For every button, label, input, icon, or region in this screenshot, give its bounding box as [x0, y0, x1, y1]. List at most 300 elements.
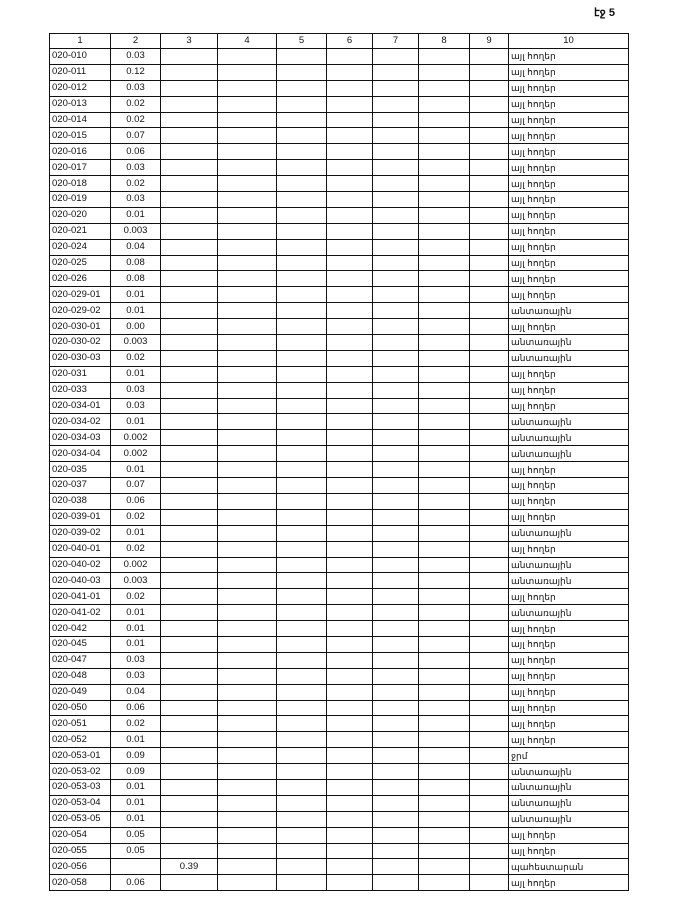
- area-value: 0.05: [111, 843, 161, 859]
- parcel-code: 020-053-04: [50, 795, 111, 811]
- empty-cell: [218, 827, 277, 843]
- empty-cell: [470, 811, 509, 827]
- empty-cell: [470, 843, 509, 859]
- table-row: [50, 160, 629, 176]
- table-row: [50, 335, 629, 351]
- table-row: [50, 811, 629, 827]
- land-type: այլ հողեր: [509, 192, 629, 208]
- empty-cell: [327, 732, 373, 748]
- parcel-code: 020-053-03: [50, 779, 111, 795]
- table-row: [50, 271, 629, 287]
- area-value-col3: [161, 684, 218, 700]
- empty-cell: [218, 112, 277, 128]
- area-value: 0.03: [111, 192, 161, 208]
- empty-cell: [218, 223, 277, 239]
- parcel-code: 020-052: [50, 732, 111, 748]
- column-header-2: 2: [111, 34, 161, 49]
- empty-cell: [277, 335, 327, 351]
- area-value: 0.04: [111, 684, 161, 700]
- land-type: այլ հողեր: [509, 652, 629, 668]
- area-value-col3: [161, 509, 218, 525]
- land-type: անտառային: [509, 795, 629, 811]
- empty-cell: [327, 764, 373, 780]
- empty-cell: [327, 414, 373, 430]
- area-value: 0.06: [111, 875, 161, 891]
- empty-cell: [470, 764, 509, 780]
- empty-cell: [419, 207, 470, 223]
- empty-cell: [419, 684, 470, 700]
- parcel-code: 020-038: [50, 493, 111, 509]
- empty-cell: [470, 382, 509, 398]
- empty-cell: [470, 446, 509, 462]
- empty-cell: [218, 748, 277, 764]
- empty-cell: [327, 795, 373, 811]
- parcel-code: 020-037: [50, 478, 111, 494]
- empty-cell: [277, 652, 327, 668]
- area-value: 0.07: [111, 128, 161, 144]
- area-value: 0.01: [111, 605, 161, 621]
- empty-cell: [277, 223, 327, 239]
- area-value: 0.02: [111, 176, 161, 192]
- table-row: [50, 684, 629, 700]
- area-value: 0.06: [111, 493, 161, 509]
- empty-cell: [470, 335, 509, 351]
- empty-cell: [277, 764, 327, 780]
- empty-cell: [277, 49, 327, 65]
- area-value: 0.01: [111, 732, 161, 748]
- column-header-3: 3: [161, 34, 218, 49]
- table-row: [50, 223, 629, 239]
- land-type: այլ հողեր: [509, 589, 629, 605]
- empty-cell: [218, 811, 277, 827]
- empty-cell: [327, 621, 373, 637]
- parcel-code: 020-026: [50, 271, 111, 287]
- empty-cell: [277, 255, 327, 271]
- empty-cell: [470, 748, 509, 764]
- empty-cell: [327, 875, 373, 891]
- empty-cell: [373, 350, 419, 366]
- empty-cell: [373, 748, 419, 764]
- parcel-code: 020-014: [50, 112, 111, 128]
- column-header-7: 7: [373, 34, 419, 49]
- empty-cell: [218, 255, 277, 271]
- column-header-5: 5: [277, 34, 327, 49]
- empty-cell: [218, 462, 277, 478]
- table-row: [50, 509, 629, 525]
- parcel-code: 020-030-02: [50, 335, 111, 351]
- area-value-col3: [161, 748, 218, 764]
- land-type: այլ հողեր: [509, 112, 629, 128]
- area-value: 0.01: [111, 414, 161, 430]
- empty-cell: [373, 335, 419, 351]
- table-row: [50, 112, 629, 128]
- empty-cell: [419, 430, 470, 446]
- table-row: [50, 462, 629, 478]
- empty-cell: [327, 49, 373, 65]
- empty-cell: [218, 573, 277, 589]
- empty-cell: [470, 700, 509, 716]
- land-type: անտառային: [509, 779, 629, 795]
- area-value: 0.01: [111, 287, 161, 303]
- empty-cell: [218, 335, 277, 351]
- land-type: այլ հողեր: [509, 493, 629, 509]
- land-type: այլ հողեր: [509, 875, 629, 891]
- empty-cell: [373, 192, 419, 208]
- area-value-col3: [161, 160, 218, 176]
- empty-cell: [470, 398, 509, 414]
- empty-cell: [327, 811, 373, 827]
- empty-cell: [218, 80, 277, 96]
- empty-cell: [419, 335, 470, 351]
- area-value: 0.002: [111, 446, 161, 462]
- area-value-col3: [161, 636, 218, 652]
- table-row: [50, 414, 629, 430]
- area-value: 0.01: [111, 779, 161, 795]
- land-type: այլ հողեր: [509, 160, 629, 176]
- empty-cell: [373, 144, 419, 160]
- column-header-9: 9: [470, 34, 509, 49]
- land-type: այլ հողեր: [509, 223, 629, 239]
- empty-cell: [373, 49, 419, 65]
- area-value-col3: [161, 239, 218, 255]
- empty-cell: [277, 207, 327, 223]
- land-type: այլ հողեր: [509, 287, 629, 303]
- table-row: [50, 764, 629, 780]
- land-type: այլ հողեր: [509, 96, 629, 112]
- column-header-8: 8: [419, 34, 470, 49]
- land-type: անտառային: [509, 430, 629, 446]
- parcel-code: 020-039-01: [50, 509, 111, 525]
- empty-cell: [470, 541, 509, 557]
- parcel-code: 020-034-04: [50, 446, 111, 462]
- land-type: այլ հողեր: [509, 128, 629, 144]
- empty-cell: [470, 462, 509, 478]
- empty-cell: [218, 271, 277, 287]
- area-value: 0.02: [111, 96, 161, 112]
- area-value: 0.12: [111, 64, 161, 80]
- table-row: [50, 478, 629, 494]
- area-value: 0.06: [111, 144, 161, 160]
- empty-cell: [373, 636, 419, 652]
- area-value: 0.06: [111, 700, 161, 716]
- column-header-6: 6: [327, 34, 373, 49]
- empty-cell: [373, 811, 419, 827]
- empty-cell: [218, 652, 277, 668]
- empty-cell: [373, 239, 419, 255]
- area-value-col3: [161, 64, 218, 80]
- land-type: անտառային: [509, 573, 629, 589]
- table-row: [50, 128, 629, 144]
- empty-cell: [373, 112, 419, 128]
- area-value-col3: [161, 541, 218, 557]
- area-value: 0.02: [111, 541, 161, 557]
- page-number: էջ 5: [594, 7, 615, 19]
- empty-cell: [277, 700, 327, 716]
- empty-cell: [419, 271, 470, 287]
- area-value-col3: [161, 430, 218, 446]
- land-type: այլ հողեր: [509, 398, 629, 414]
- empty-cell: [373, 573, 419, 589]
- empty-cell: [218, 96, 277, 112]
- land-type: այլ հողեր: [509, 144, 629, 160]
- empty-cell: [470, 652, 509, 668]
- land-type: այլ հողեր: [509, 668, 629, 684]
- empty-cell: [470, 875, 509, 891]
- empty-cell: [373, 478, 419, 494]
- table-row: [50, 843, 629, 859]
- land-type: այլ հողեր: [509, 843, 629, 859]
- empty-cell: [327, 525, 373, 541]
- empty-cell: [419, 827, 470, 843]
- area-value-col3: [161, 335, 218, 351]
- empty-cell: [419, 366, 470, 382]
- empty-cell: [419, 573, 470, 589]
- area-value: 0.09: [111, 748, 161, 764]
- empty-cell: [470, 128, 509, 144]
- empty-cell: [218, 843, 277, 859]
- area-value: 0.002: [111, 557, 161, 573]
- area-value-col3: [161, 811, 218, 827]
- empty-cell: [277, 319, 327, 335]
- area-value-col3: [161, 875, 218, 891]
- area-value-col3: [161, 80, 218, 96]
- empty-cell: [373, 64, 419, 80]
- land-type: անտառային: [509, 525, 629, 541]
- empty-cell: [470, 621, 509, 637]
- land-type: այլ հողեր: [509, 462, 629, 478]
- empty-cell: [277, 779, 327, 795]
- empty-cell: [373, 414, 419, 430]
- empty-cell: [419, 80, 470, 96]
- table-row: [50, 700, 629, 716]
- empty-cell: [470, 525, 509, 541]
- empty-cell: [419, 525, 470, 541]
- empty-cell: [277, 350, 327, 366]
- empty-cell: [470, 239, 509, 255]
- column-header-1: 1: [50, 34, 111, 49]
- area-value-col3: [161, 223, 218, 239]
- land-type: անտառային: [509, 811, 629, 827]
- land-type: այլ հողեր: [509, 478, 629, 494]
- empty-cell: [327, 223, 373, 239]
- empty-cell: [277, 446, 327, 462]
- empty-cell: [373, 319, 419, 335]
- parcel-code: 020-019: [50, 192, 111, 208]
- land-type: այլ հողեր: [509, 827, 629, 843]
- empty-cell: [419, 223, 470, 239]
- header-row: [50, 34, 629, 49]
- land-type: այլ հողեր: [509, 732, 629, 748]
- table-row: [50, 287, 629, 303]
- empty-cell: [419, 112, 470, 128]
- empty-cell: [218, 478, 277, 494]
- parcel-code: 020-021: [50, 223, 111, 239]
- empty-cell: [277, 509, 327, 525]
- empty-cell: [327, 144, 373, 160]
- empty-cell: [327, 398, 373, 414]
- area-value-col3: [161, 49, 218, 65]
- land-type: անտառային: [509, 414, 629, 430]
- empty-cell: [470, 795, 509, 811]
- area-value: 0.002: [111, 430, 161, 446]
- empty-cell: [470, 64, 509, 80]
- parcel-code: 020-030-03: [50, 350, 111, 366]
- area-value-col3: [161, 573, 218, 589]
- empty-cell: [327, 541, 373, 557]
- land-type: անտառային: [509, 557, 629, 573]
- empty-cell: [277, 811, 327, 827]
- area-value-col3: [161, 557, 218, 573]
- table-row: [50, 557, 629, 573]
- area-value-col3: [161, 478, 218, 494]
- land-type: այլ հողեր: [509, 621, 629, 637]
- empty-cell: [218, 875, 277, 891]
- empty-cell: [218, 160, 277, 176]
- area-value-col3: [161, 795, 218, 811]
- empty-cell: [419, 764, 470, 780]
- table-row: [50, 716, 629, 732]
- table-row: [50, 176, 629, 192]
- area-value-col3: [161, 303, 218, 319]
- area-value: 0.02: [111, 589, 161, 605]
- empty-cell: [470, 49, 509, 65]
- table-row: [50, 319, 629, 335]
- table-row: [50, 239, 629, 255]
- parcel-code: 020-042: [50, 621, 111, 637]
- empty-cell: [373, 223, 419, 239]
- empty-cell: [277, 748, 327, 764]
- empty-cell: [373, 795, 419, 811]
- empty-cell: [277, 684, 327, 700]
- area-value: 0.07: [111, 478, 161, 494]
- empty-cell: [327, 446, 373, 462]
- area-value-col3: [161, 732, 218, 748]
- empty-cell: [373, 764, 419, 780]
- table-row: [50, 732, 629, 748]
- table-row: [50, 366, 629, 382]
- land-type: այլ հողեր: [509, 80, 629, 96]
- empty-cell: [373, 446, 419, 462]
- area-value: 0.03: [111, 160, 161, 176]
- empty-cell: [327, 128, 373, 144]
- empty-cell: [419, 509, 470, 525]
- land-type: անտառային: [509, 335, 629, 351]
- area-value: 0.00: [111, 319, 161, 335]
- parcel-code: 020-045: [50, 636, 111, 652]
- empty-cell: [327, 382, 373, 398]
- area-value-col3: [161, 605, 218, 621]
- empty-cell: [218, 541, 277, 557]
- empty-cell: [373, 700, 419, 716]
- table-row: [50, 589, 629, 605]
- area-value-col3: [161, 716, 218, 732]
- empty-cell: [470, 509, 509, 525]
- empty-cell: [373, 827, 419, 843]
- empty-cell: [277, 875, 327, 891]
- empty-cell: [327, 271, 373, 287]
- land-type: այլ հողեր: [509, 684, 629, 700]
- area-value: 0.02: [111, 350, 161, 366]
- table-row: [50, 382, 629, 398]
- empty-cell: [218, 176, 277, 192]
- empty-cell: [277, 621, 327, 637]
- empty-cell: [218, 414, 277, 430]
- empty-cell: [277, 716, 327, 732]
- empty-cell: [327, 636, 373, 652]
- empty-cell: [373, 271, 419, 287]
- land-type: այլ հողեր: [509, 49, 629, 65]
- empty-cell: [327, 779, 373, 795]
- table-row: [50, 779, 629, 795]
- parcel-code: 020-029-01: [50, 287, 111, 303]
- empty-cell: [470, 319, 509, 335]
- parcel-code: 020-041-01: [50, 589, 111, 605]
- empty-cell: [419, 636, 470, 652]
- empty-cell: [327, 160, 373, 176]
- empty-cell: [327, 843, 373, 859]
- empty-cell: [277, 398, 327, 414]
- empty-cell: [419, 255, 470, 271]
- area-value: 0.003: [111, 223, 161, 239]
- empty-cell: [470, 271, 509, 287]
- area-value-col3: [161, 621, 218, 637]
- empty-cell: [327, 557, 373, 573]
- parcel-code: 020-053-05: [50, 811, 111, 827]
- empty-cell: [218, 128, 277, 144]
- empty-cell: [327, 478, 373, 494]
- empty-cell: [419, 176, 470, 192]
- empty-cell: [327, 589, 373, 605]
- area-value-col3: [161, 827, 218, 843]
- empty-cell: [470, 684, 509, 700]
- empty-cell: [373, 732, 419, 748]
- empty-cell: [373, 716, 419, 732]
- empty-cell: [373, 287, 419, 303]
- empty-cell: [277, 732, 327, 748]
- table-row: [50, 748, 629, 764]
- empty-cell: [277, 859, 327, 875]
- area-value-col3: [161, 764, 218, 780]
- empty-cell: [470, 207, 509, 223]
- empty-cell: [470, 716, 509, 732]
- empty-cell: [327, 462, 373, 478]
- empty-cell: [327, 303, 373, 319]
- area-value-col3: [161, 112, 218, 128]
- empty-cell: [373, 668, 419, 684]
- land-table: [49, 33, 629, 891]
- area-value-col3: 0.39: [161, 859, 218, 875]
- empty-cell: [327, 80, 373, 96]
- empty-cell: [218, 509, 277, 525]
- area-value-col3: [161, 668, 218, 684]
- parcel-code: 020-040-02: [50, 557, 111, 573]
- parcel-code: 020-034-02: [50, 414, 111, 430]
- area-value: 0.01: [111, 462, 161, 478]
- empty-cell: [218, 144, 277, 160]
- area-value: 0.01: [111, 636, 161, 652]
- area-value-col3: [161, 207, 218, 223]
- empty-cell: [218, 239, 277, 255]
- area-value: 0.08: [111, 255, 161, 271]
- empty-cell: [327, 239, 373, 255]
- empty-cell: [373, 652, 419, 668]
- empty-cell: [218, 795, 277, 811]
- empty-cell: [373, 303, 419, 319]
- parcel-code: 020-012: [50, 80, 111, 96]
- empty-cell: [327, 366, 373, 382]
- parcel-code: 020-053-01: [50, 748, 111, 764]
- table-row: [50, 80, 629, 96]
